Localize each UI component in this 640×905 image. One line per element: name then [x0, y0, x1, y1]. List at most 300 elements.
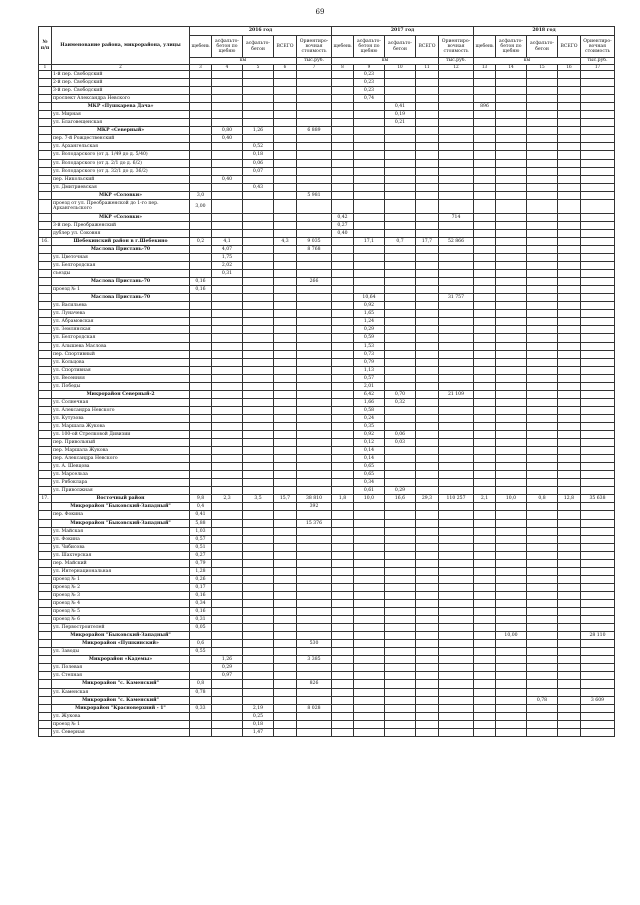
value-cell	[474, 640, 496, 648]
value-cell	[332, 664, 354, 672]
value-cell	[212, 447, 243, 455]
value-cell	[332, 439, 354, 447]
value-cell	[558, 111, 581, 119]
street-name: проезд № 2	[52, 583, 190, 591]
value-cell	[416, 511, 439, 519]
column-number: 17	[581, 65, 615, 71]
value-cell	[527, 414, 558, 422]
row-number	[39, 245, 52, 253]
street-name: пер. Спортивный	[52, 350, 190, 358]
value-cell: 0,12	[354, 439, 385, 447]
value-cell	[496, 221, 527, 229]
subcol-header: Ориентиро-вочная стоимость	[581, 36, 615, 58]
value-cell	[243, 471, 274, 479]
value-cell	[332, 720, 354, 728]
value-cell	[581, 583, 615, 591]
value-cell	[439, 624, 474, 632]
value-cell	[496, 503, 527, 511]
value-cell: 2,01	[354, 382, 385, 390]
column-number: 11	[416, 65, 439, 71]
value-cell	[297, 559, 332, 567]
value-cell	[527, 358, 558, 366]
value-cell	[243, 213, 274, 221]
value-cell	[496, 71, 527, 79]
value-cell	[474, 688, 496, 696]
value-cell	[558, 229, 581, 237]
value-cell	[332, 559, 354, 567]
street-name: ул. Дмитриевская	[52, 183, 190, 191]
value-cell	[474, 527, 496, 535]
value-cell	[243, 302, 274, 310]
street-name: ул. Фокина	[52, 535, 190, 543]
value-cell	[354, 262, 385, 270]
value-cell	[332, 342, 354, 350]
value-cell	[332, 591, 354, 599]
value-cell	[297, 262, 332, 270]
table-row	[39, 672, 615, 680]
value-cell	[439, 439, 474, 447]
value-cell	[243, 79, 274, 87]
value-cell	[274, 71, 297, 79]
value-cell	[439, 551, 474, 559]
value-cell	[332, 167, 354, 175]
value-cell	[558, 567, 581, 575]
value-cell	[416, 503, 439, 511]
value-cell: 1,75	[212, 253, 243, 261]
value-cell	[212, 318, 243, 326]
value-cell: 0,57	[190, 535, 212, 543]
value-cell	[527, 278, 558, 286]
value-cell	[527, 334, 558, 342]
value-cell	[274, 543, 297, 551]
value-cell	[385, 191, 416, 199]
row-number	[39, 720, 52, 728]
table-row	[39, 245, 615, 253]
table-row	[39, 310, 615, 318]
value-cell	[190, 183, 212, 191]
table-row	[39, 503, 615, 511]
value-cell	[190, 632, 212, 640]
row-number	[39, 398, 52, 406]
value-cell	[243, 567, 274, 575]
value-cell	[527, 87, 558, 95]
value-cell	[212, 103, 243, 111]
value-cell	[212, 406, 243, 414]
value-cell	[332, 414, 354, 422]
value-cell	[212, 390, 243, 398]
value-cell	[332, 672, 354, 680]
value-cell	[439, 95, 474, 103]
value-cell	[212, 191, 243, 199]
subcol-header: асфальто-бетон по щебню	[354, 36, 385, 58]
street-name: ул. Землянская	[52, 326, 190, 334]
table-row	[39, 406, 615, 414]
value-cell	[496, 213, 527, 221]
value-cell	[297, 167, 332, 175]
value-cell: 6,42	[354, 390, 385, 398]
value-cell	[212, 712, 243, 720]
value-cell	[274, 535, 297, 543]
value-cell	[439, 111, 474, 119]
street-name: ул. Чибисова	[52, 543, 190, 551]
value-cell	[243, 318, 274, 326]
value-cell	[581, 431, 615, 439]
value-cell	[190, 414, 212, 422]
value-cell	[439, 127, 474, 135]
street-name: проезд № 1	[52, 720, 190, 728]
table-row	[39, 221, 615, 229]
value-cell	[527, 127, 558, 135]
value-cell	[354, 167, 385, 175]
value-cell	[190, 398, 212, 406]
value-cell	[416, 270, 439, 278]
value-cell	[190, 95, 212, 103]
value-cell	[274, 575, 297, 583]
value-cell: 9 035	[297, 237, 332, 245]
table-row	[39, 575, 615, 583]
row-number	[39, 342, 52, 350]
value-cell	[297, 511, 332, 519]
value-cell: 2,02	[212, 262, 243, 270]
value-cell	[416, 119, 439, 127]
value-cell: 4,1	[212, 237, 243, 245]
street-name: ул. Кольцова	[52, 358, 190, 366]
value-cell	[416, 600, 439, 608]
section-heading: Микрорайон «Пушкинский»	[52, 640, 190, 648]
value-cell: 3,0	[190, 191, 212, 199]
value-cell	[385, 286, 416, 294]
table-row	[39, 728, 615, 736]
value-cell	[243, 326, 274, 334]
section-heading: МКР «Пушкарева Дача»	[52, 103, 190, 111]
value-cell	[558, 535, 581, 543]
value-cell	[297, 471, 332, 479]
value-cell	[474, 87, 496, 95]
value-cell	[496, 720, 527, 728]
value-cell: 0,73	[354, 350, 385, 358]
row-number	[39, 704, 52, 712]
value-cell	[496, 640, 527, 648]
street-name: проезд № 5	[52, 608, 190, 616]
value-cell	[474, 175, 496, 183]
value-cell	[527, 71, 558, 79]
value-cell	[474, 680, 496, 688]
value-cell	[558, 527, 581, 535]
value-cell	[385, 447, 416, 455]
value-cell	[274, 374, 297, 382]
year-2016-header: 2016 год	[190, 27, 332, 36]
value-cell: 0,92	[354, 302, 385, 310]
street-name: пер. Александра Невского	[52, 455, 190, 463]
value-cell	[274, 199, 297, 213]
value-cell	[416, 414, 439, 422]
value-cell: 0,70	[385, 390, 416, 398]
value-cell	[332, 447, 354, 455]
value-cell	[416, 334, 439, 342]
street-name: ул. Мирная	[52, 111, 190, 119]
value-cell	[581, 656, 615, 664]
value-cell	[385, 511, 416, 519]
value-cell	[474, 229, 496, 237]
street-name: 3-й пер. Свободский	[52, 87, 190, 95]
value-cell	[416, 559, 439, 567]
value-cell: 1,28	[190, 567, 212, 575]
value-cell	[243, 640, 274, 648]
value-cell	[385, 414, 416, 422]
value-cell	[274, 167, 297, 175]
value-cell	[527, 656, 558, 664]
value-cell	[496, 696, 527, 704]
value-cell	[354, 278, 385, 286]
value-cell: 16,6	[385, 495, 416, 503]
value-cell	[274, 213, 297, 221]
value-cell	[496, 199, 527, 213]
value-cell	[190, 175, 212, 183]
value-cell	[581, 334, 615, 342]
value-cell	[274, 559, 297, 567]
row-number	[39, 439, 52, 447]
value-cell	[385, 245, 416, 253]
table-row	[39, 431, 615, 439]
value-cell	[474, 712, 496, 720]
value-cell	[354, 696, 385, 704]
table-row	[39, 229, 615, 237]
row-number	[39, 455, 52, 463]
table-row	[39, 278, 615, 286]
row-number	[39, 463, 52, 471]
value-cell	[297, 318, 332, 326]
street-name: ул. Марсельза	[52, 471, 190, 479]
value-cell	[439, 191, 474, 199]
value-cell	[496, 543, 527, 551]
value-cell	[558, 487, 581, 495]
value-cell	[558, 463, 581, 471]
value-cell	[439, 262, 474, 270]
section-heading: Микрорайон "Быковский-Западный"	[52, 632, 190, 640]
value-cell	[558, 720, 581, 728]
value-cell	[243, 334, 274, 342]
value-cell	[527, 431, 558, 439]
value-cell	[297, 286, 332, 294]
value-cell	[243, 672, 274, 680]
value-cell	[439, 728, 474, 736]
value-cell	[190, 310, 212, 318]
value-cell	[274, 262, 297, 270]
value-cell	[439, 398, 474, 406]
value-cell	[527, 688, 558, 696]
value-cell	[243, 487, 274, 495]
value-cell	[581, 326, 615, 334]
value-cell	[332, 728, 354, 736]
section-heading: МКР «Северный»	[52, 127, 190, 135]
value-cell	[558, 262, 581, 270]
value-cell: 0,65	[354, 463, 385, 471]
value-cell	[354, 688, 385, 696]
street-name: проезд № 1	[52, 575, 190, 583]
value-cell	[274, 608, 297, 616]
unit-rub: тыс.руб.	[439, 58, 474, 65]
value-cell	[581, 221, 615, 229]
value-cell	[297, 175, 332, 183]
value-cell	[439, 175, 474, 183]
value-cell	[332, 151, 354, 159]
value-cell	[416, 310, 439, 318]
value-cell	[496, 406, 527, 414]
value-cell	[416, 151, 439, 159]
value-cell	[212, 414, 243, 422]
row-number	[39, 479, 52, 487]
value-cell	[416, 720, 439, 728]
value-cell	[385, 688, 416, 696]
value-cell	[527, 471, 558, 479]
value-cell	[581, 487, 615, 495]
value-cell	[496, 390, 527, 398]
value-cell	[212, 382, 243, 390]
value-cell	[558, 167, 581, 175]
table-row	[39, 656, 615, 664]
value-cell: 0,03	[385, 439, 416, 447]
value-cell	[527, 237, 558, 245]
value-cell	[274, 318, 297, 326]
subcol-header: асфальто-бетон	[527, 36, 558, 58]
value-cell	[274, 704, 297, 712]
value-cell	[558, 87, 581, 95]
value-cell	[558, 688, 581, 696]
value-cell	[581, 103, 615, 111]
value-cell	[385, 422, 416, 430]
value-cell	[212, 278, 243, 286]
value-cell	[332, 95, 354, 103]
value-cell	[354, 183, 385, 191]
value-cell	[474, 358, 496, 366]
row-number	[39, 127, 52, 135]
value-cell	[212, 720, 243, 728]
street-name: ул. Александра Невского	[52, 406, 190, 414]
section-heading: МКР «Соловки»	[52, 213, 190, 221]
value-cell	[274, 527, 297, 535]
table-row	[39, 183, 615, 191]
value-cell	[332, 712, 354, 720]
value-cell	[354, 728, 385, 736]
value-cell	[274, 567, 297, 575]
value-cell	[190, 374, 212, 382]
value-cell	[416, 278, 439, 286]
value-cell	[212, 374, 243, 382]
value-cell: 17,7	[416, 237, 439, 245]
value-cell	[527, 159, 558, 167]
value-cell	[474, 221, 496, 229]
street-name: ул. Победы	[52, 382, 190, 390]
column-number: 7	[297, 65, 332, 71]
value-cell	[385, 519, 416, 527]
unit-km: км	[474, 58, 581, 65]
value-cell	[527, 543, 558, 551]
value-cell	[581, 135, 615, 143]
value-cell	[212, 728, 243, 736]
value-cell	[354, 199, 385, 213]
value-cell: 0,2	[190, 237, 212, 245]
table-row	[39, 495, 615, 503]
value-cell	[332, 350, 354, 358]
street-name: ул. Весенняя	[52, 374, 190, 382]
table-row	[39, 720, 615, 728]
value-cell	[558, 245, 581, 253]
value-cell	[581, 191, 615, 199]
value-cell	[274, 342, 297, 350]
value-cell	[274, 175, 297, 183]
value-cell	[474, 414, 496, 422]
row-number	[39, 278, 52, 286]
value-cell	[354, 567, 385, 575]
unit-km: км	[332, 58, 439, 65]
value-cell	[416, 79, 439, 87]
value-cell	[416, 95, 439, 103]
section-heading: Микрорайон "с. Каменский"	[52, 680, 190, 688]
value-cell	[416, 575, 439, 583]
value-cell	[332, 127, 354, 135]
value-cell	[212, 640, 243, 648]
value-cell	[243, 414, 274, 422]
value-cell	[496, 229, 527, 237]
value-cell	[496, 151, 527, 159]
value-cell: 0,40	[212, 135, 243, 143]
street-name: ул. Приволжная	[52, 487, 190, 495]
value-cell	[439, 447, 474, 455]
value-cell: 0,4	[190, 503, 212, 511]
value-cell	[332, 278, 354, 286]
value-cell	[297, 253, 332, 261]
value-cell	[474, 471, 496, 479]
value-cell	[297, 551, 332, 559]
value-cell	[385, 294, 416, 302]
value-cell	[354, 712, 385, 720]
value-cell	[581, 199, 615, 213]
value-cell	[474, 664, 496, 672]
value-cell	[439, 342, 474, 350]
value-cell	[439, 575, 474, 583]
value-cell	[527, 302, 558, 310]
value-cell	[190, 382, 212, 390]
value-cell	[274, 111, 297, 119]
value-cell	[243, 366, 274, 374]
value-cell: 0,40	[212, 175, 243, 183]
value-cell	[558, 471, 581, 479]
value-cell	[243, 262, 274, 270]
value-cell: 5,88	[190, 519, 212, 527]
value-cell	[385, 374, 416, 382]
value-cell: 1,66	[354, 398, 385, 406]
value-cell	[496, 535, 527, 543]
value-cell	[558, 543, 581, 551]
value-cell	[439, 455, 474, 463]
value-cell	[439, 350, 474, 358]
value-cell	[581, 294, 615, 302]
value-cell	[332, 487, 354, 495]
value-cell	[496, 350, 527, 358]
value-cell: 0,8	[527, 495, 558, 503]
row-number	[39, 640, 52, 648]
value-cell	[274, 87, 297, 95]
table-row	[39, 143, 615, 151]
value-cell	[527, 199, 558, 213]
value-cell	[332, 318, 354, 326]
table-row	[39, 237, 615, 245]
value-cell: 9,8	[190, 495, 212, 503]
table-row	[39, 167, 615, 175]
value-cell: 0,52	[243, 143, 274, 151]
value-cell	[354, 511, 385, 519]
value-cell	[212, 213, 243, 221]
